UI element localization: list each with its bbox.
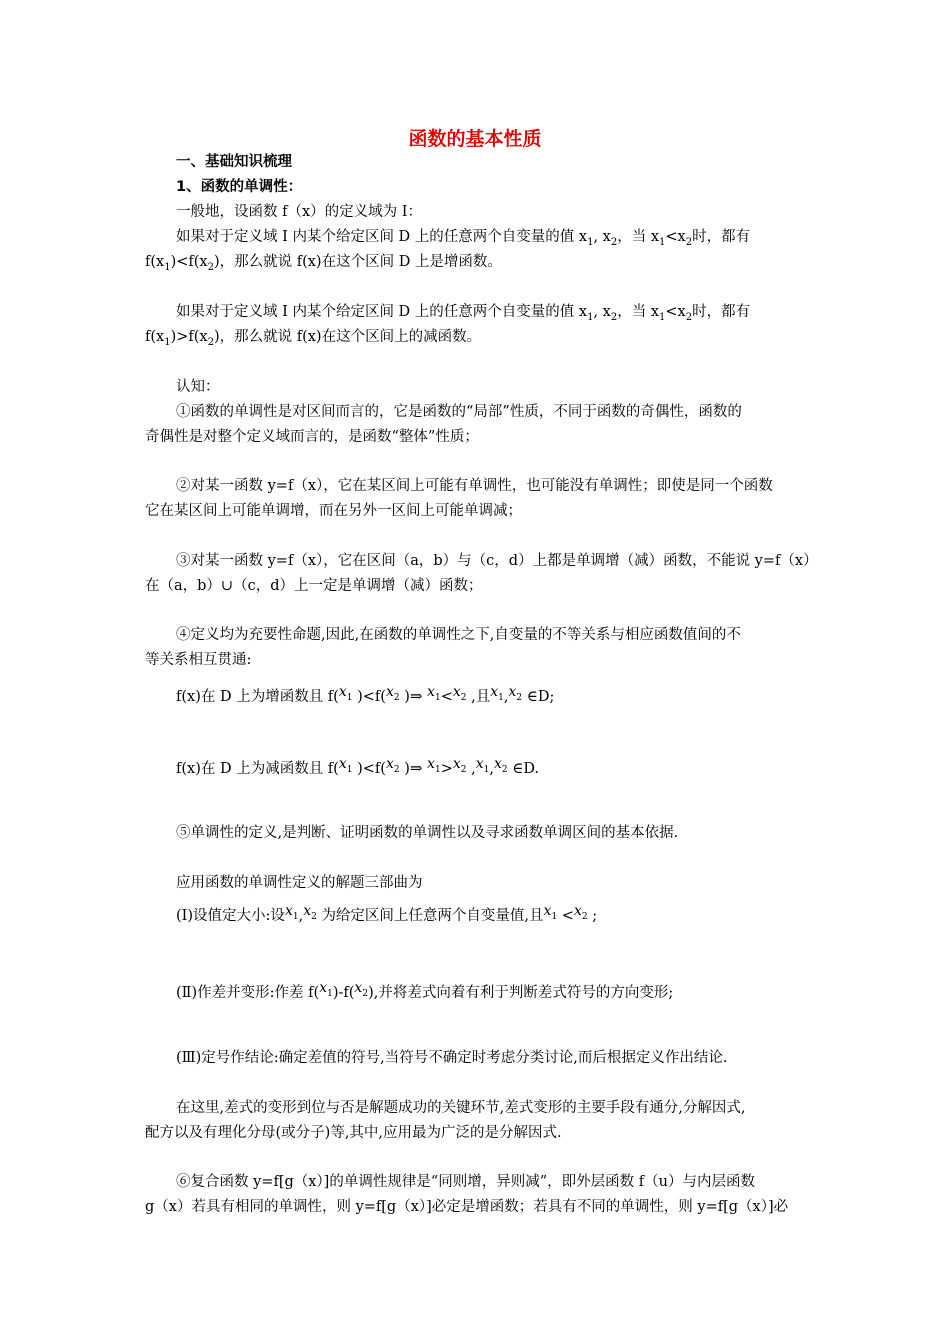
remark-line-2: 配方以及有理化分母(或分子)等,其中,应用最为广泛的是分解因式.: [145, 1125, 562, 1141]
var-x2: $x_2$: [303, 903, 317, 922]
var-x2: $x_2$: [385, 756, 400, 775]
method-intro: 应用函数的单调性定义的解题三部曲为: [176, 875, 423, 891]
step-1: (Ⅰ)设值定大小:设$x_1,x_2$ 为给定区间上任意两个自变量值,且$x_1 <x_2$ ;: [176, 903, 598, 924]
increasing-def-line-2: $f(x_1)<f(x_2)$，那么就说 f(x)在这个区间 D 上是增函数。: [145, 254, 502, 273]
belongs-symbol: ∈: [526, 687, 538, 705]
section-heading: 一、基础知识梳理: [176, 154, 292, 170]
point-4-line-2: 等关系相互贯通:: [145, 652, 252, 668]
subsection-heading: 1、函数的单调性：: [176, 179, 303, 195]
point-3-line-1: ③对某一函数 y=f（x），它在区间（a，b）与（c，d）上都是单调增（减）函数，不能说 y=f（x）: [176, 553, 818, 569]
document-title: 函数的基本性质: [408, 128, 542, 150]
point-1-line-1: ①函数的单调性是对区间而言的，它是函数的“局部”性质，不同于函数的奇偶性，函数的: [176, 404, 742, 420]
var-x1: $x_1$: [427, 756, 441, 775]
var-x2: $x_2$: [452, 684, 467, 703]
point-2-line-2: 它在某区间上可能单调增，而在另外一区间上可能单调减；: [145, 503, 522, 519]
point-2-line-1: ②对某一函数 y=f（x），它在某区间上可能有单调性，也可能没有单调性；即使是同一个函数: [176, 478, 773, 494]
point-6-line-1: ⑥复合函数 y=f[g（x）]的单调性规律是“同则增，异则减”，即外层函数 f（u）与内层函数: [176, 1174, 755, 1190]
point-1-line-2: 奇偶性是对整个定义域而言的，是函数“整体”性质；: [145, 429, 479, 445]
remark-line-1: 在这里,差式的变形到位与否是解题成功的关键环节,差式变形的主要手段有通分,分解因式,: [176, 1100, 746, 1116]
increasing-formula: f(x)在 D 上为增函数且 $f(x_1$ )$<f(x_2$ )⇒ $x_1<x_2$ ,且$x_1,x_2$ ∈D;: [176, 684, 555, 705]
belongs-symbol: ∈: [512, 759, 524, 777]
point-5: ⑤单调性的定义,是判断、证明函数的单调性以及寻求函数单调区间的基本依据.: [176, 825, 679, 841]
decreasing-def-line-1: 如果对于定义域 I 内某个给定区间 D 上的任意两个自变量的值 $x_1$, $x_2$，当 $x_1<x_2$时，都有: [176, 304, 751, 323]
var-x2: $x_2$: [493, 756, 508, 775]
point-3-line-2: 在（a，b）∪（c，d）上一定是单调增（减）函数；: [145, 578, 483, 594]
var-x2: $x_2$: [452, 756, 467, 775]
point-4-line-1: ④定义均为充要性命题,因此,在函数的单调性之下,自变量的不等关系与相应函数值间的不: [176, 627, 741, 643]
point-6-line-2: g（x）若具有相同的单调性，则 y=f[g（x）]必定是增函数；若具有不同的单调性，则 y=f[g（x）]必: [145, 1199, 789, 1215]
step-3: (Ⅲ)定号作结论:确定差值的符号,当符号不确定时考虑分类讨论,而后根据定义作出结论.: [176, 1050, 728, 1066]
var-x1: $x_1$: [338, 684, 353, 703]
cognition-label: 认知：: [176, 379, 220, 395]
var-x1: $x_1$: [284, 903, 299, 922]
step-2: (Ⅱ)作差并变形:作差 $f(x_1)-f(x_2)$,并将差式向着有利于判断差式符号的方向变形;: [176, 980, 674, 1001]
var-x2: $x_2$: [573, 903, 588, 922]
var-x1: $x_1$: [319, 980, 333, 999]
var-x1: $x_1$: [543, 903, 558, 922]
increasing-def-line-1: 如果对于定义域 I 内某个给定区间 D 上的任意两个自变量的值 $x_1$, $x_2$，当 $x_1<x_2$时，都有: [176, 229, 751, 248]
var-x1: $x_1$: [427, 684, 441, 703]
var-x1: $x_1$: [490, 684, 504, 703]
var-x1: $x_1$: [338, 756, 353, 775]
intro-line: 一般地，设函数 f（x）的定义域为 I：: [176, 204, 422, 220]
var-x1: $x_1$: [475, 756, 490, 775]
decreasing-def-line-2: $f(x_1)>f(x_2)$，那么就说 f(x)在这个区间上的减函数。: [145, 329, 482, 348]
var-x2: $x_2$: [354, 980, 369, 999]
decreasing-formula: f(x)在 D 上为减函数且 $f(x_1$ )$<f(x_2$ )⇒ $x_1>x_2$ $,x_1,x_2$ ∈D.: [176, 756, 540, 777]
implies-symbol: ⇒: [409, 687, 423, 705]
var-x2: $x_2$: [508, 684, 523, 703]
implies-symbol: ⇒: [409, 759, 423, 777]
var-x2: $x_2$: [385, 684, 400, 703]
